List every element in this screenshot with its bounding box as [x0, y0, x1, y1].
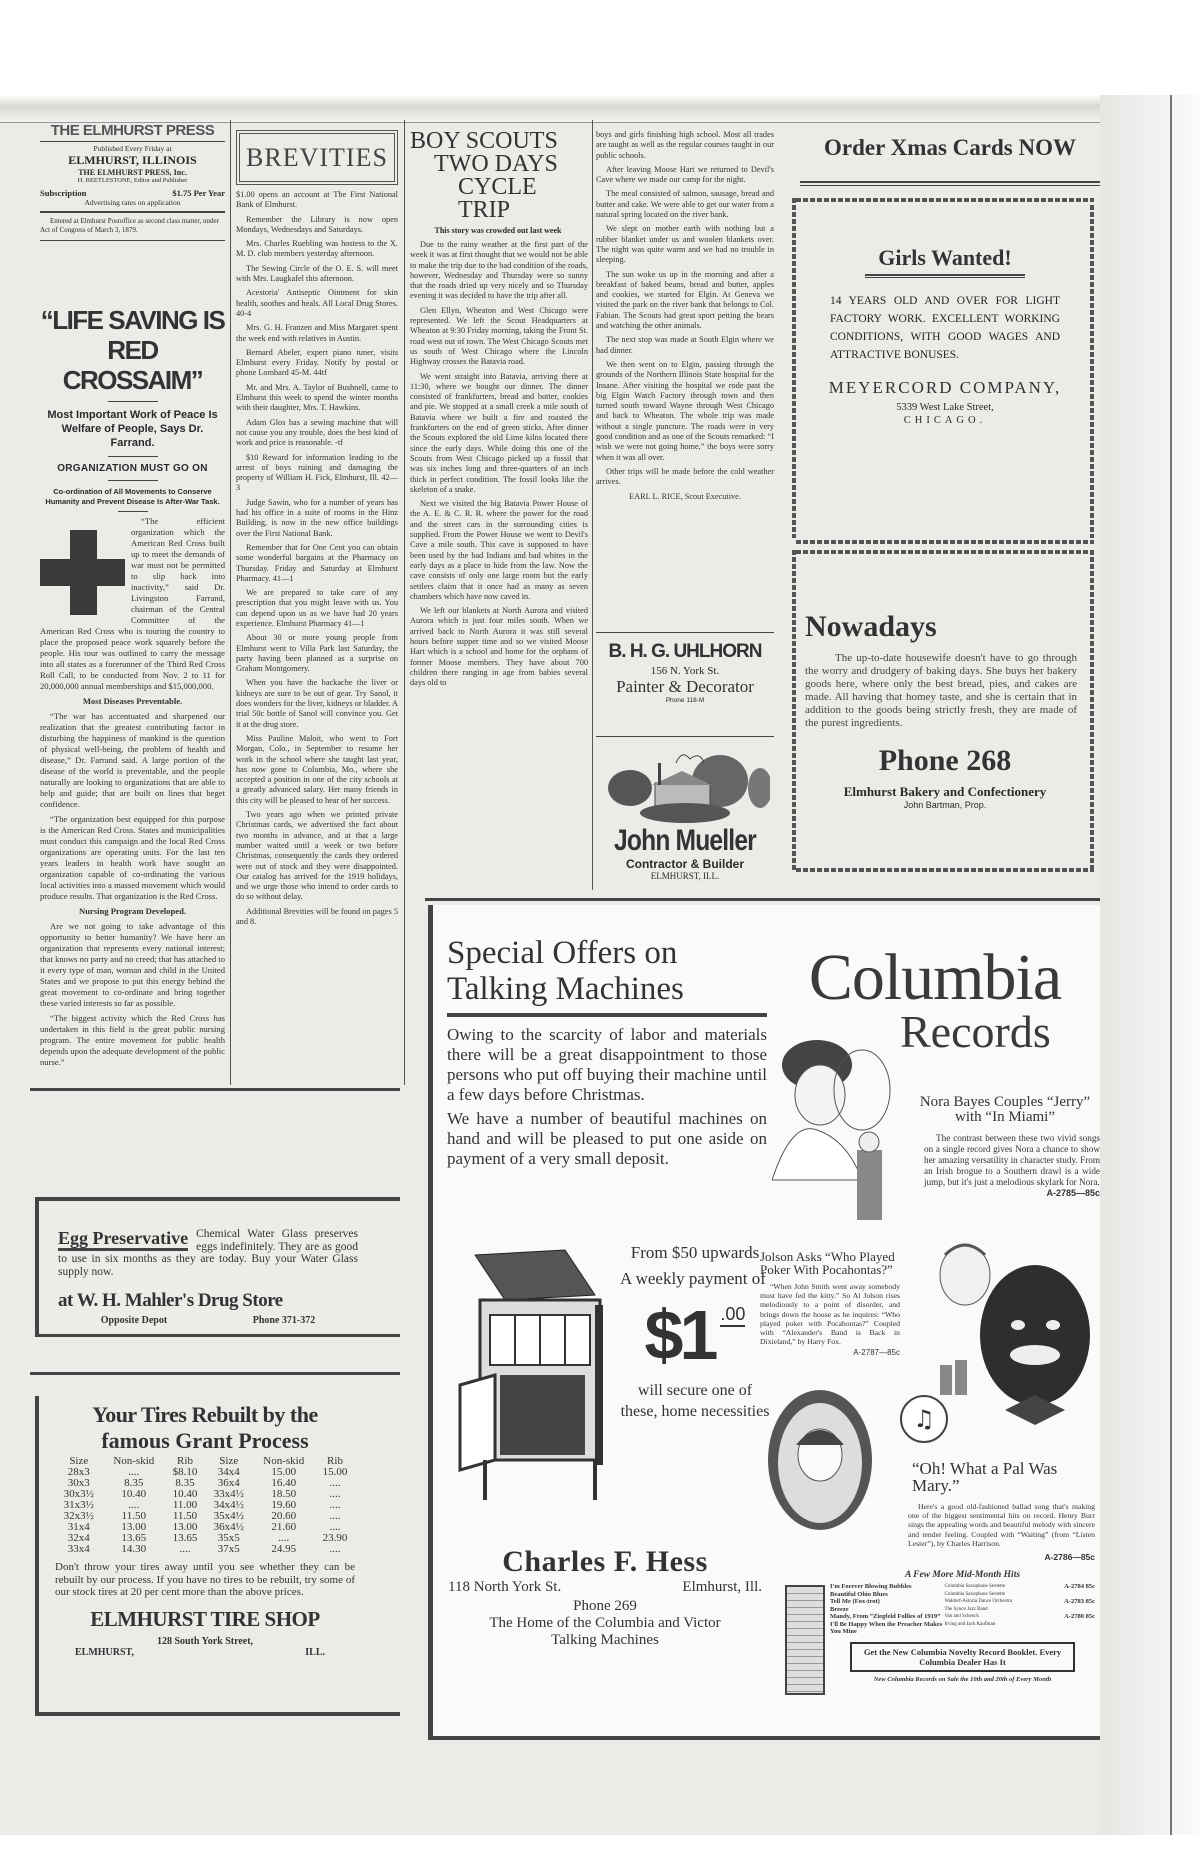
hess-phone: Phone 269: [573, 1598, 637, 1614]
feature-3-body: Here's a good old-fashioned ballad song that's making one of the biggest sentimental hits on record. Henry Burr sings the appealing words and beautiful melody with sincere and tender feeling. Coupled with “Waiting” (from “Listen Lester”), by Charles Harrison.: [908, 1502, 1095, 1548]
hess-price-cents: .00: [720, 1304, 745, 1327]
table-row: 30x3½ 10.40 10.40 33x4½ 18.50 ....: [63, 1488, 341, 1500]
phonograph-illustration: [455, 1245, 615, 1505]
brevity-item: Mr. and Mrs. A. Taylor of Bushnell, came to Elmhurst this week to spend the winter months with their daughter, Mrs. T. Hawkins.: [236, 382, 398, 413]
music-note-icon: ♫: [913, 1405, 935, 1433]
grafonola-logo: [900, 1395, 948, 1443]
feature-2-title: Jolson Asks “Who Played Poker With Pocahontas?”: [760, 1249, 895, 1277]
gramophone-small-illustration: [785, 1585, 825, 1695]
columbia-feature-2: [760, 1250, 910, 1357]
hess-city: Elmhurst, Ill.: [682, 1579, 762, 1595]
table-row: 28x3 .... $8.10 34x4 15.00 15.00: [67, 1466, 348, 1478]
table-row: 31x4 13.00 13.00 36x4½ 21.60 ....: [67, 1521, 341, 1533]
xmas-cards-banner: Order Xmas Cards NOW: [824, 135, 1076, 160]
chain-border: [796, 540, 1094, 544]
masthead: [40, 122, 225, 247]
chain-border: [792, 198, 796, 538]
brevity-item: We are prepared to take care of any prescription that you might leave with us. You can depend upon us as we have had 20 years experience. Elmhurst Pharmacy 41—1: [236, 588, 398, 628]
tire-title-1: Your Tires Rebuilt by the: [92, 1402, 318, 1427]
feature-1-code: A-2785—85c: [1046, 1188, 1100, 1198]
brevity-item: Bernard Abeler, expert piano tuner, visits Elmhurst every Friday. Notify by postal or phone Lombard 45-M. 44tf: [236, 347, 398, 378]
egg-ad-content: [58, 1228, 358, 1326]
red-cross-subheading: Most Diseases Preventable.: [82, 696, 183, 706]
oval-portrait-icon: [763, 1385, 878, 1535]
bakery-proprietor: John Bartman, Prop.: [903, 800, 987, 810]
chain-border: [796, 198, 1094, 202]
bakery-ad: [805, 610, 1085, 810]
mid-month-hits: [830, 1570, 1095, 1683]
masthead-editor: H. BEETLESTONE, Editor and Publisher: [77, 177, 188, 184]
chain-border: [1090, 550, 1094, 870]
hess-body-2: We have a number of beautiful machines on hand and will be pleased to put one aside on payment of a very small deposit.: [447, 1109, 767, 1168]
boy-scouts-note: This story was crowded out last week: [434, 226, 562, 235]
columbia-feature-1: [910, 1095, 1100, 1198]
masthead-published: Published Every Friday at: [93, 144, 172, 153]
mueller-city: ELMHURST, ILL.: [650, 871, 720, 881]
table-row: 33x4 14.30 .... 37x5 24.95 ....: [67, 1543, 341, 1555]
uhlhorn-name: B. H. G. UHLHORN: [608, 641, 762, 662]
hess-title-2: Talking Machines: [447, 971, 684, 1007]
table-row: 30x3 8.35 8.35 36x4 16.40 ....: [67, 1477, 341, 1489]
page-right-margin: [1100, 95, 1200, 1835]
brevity-item: About 30 or more young people from Elmhurst went to Villa Park last Saturday, the party having been planned as a surprise on Graham Montgomery.: [236, 633, 398, 674]
chain-border: [796, 868, 1094, 872]
brevity-item: $1.00 opens an account at The First National Bank of Elmhurst.: [236, 190, 398, 210]
egg-location: Opposite Depot: [100, 1315, 168, 1326]
bakery-name: Elmhurst Bakery and Confectionery: [843, 784, 1047, 799]
boy-scouts-column-1: Due to the rainy weather at the first part of the week it was at first thought that we would not be able to make the trip due to the bad condition of the roads, however, Wednesday and Thursday were so sunny that the roads dried up very nicely and so Thursday evening it was decided to have the trip after all. Glen Ellyn, Wheaton and West Chicago were represented. We left the Scout Headquarters at Wheaton at 9:30 Friday morning, taking the Front St. road west out of town. The West Chicago Scouts met us south of West Chicago where the Lincoln Highway crosses the Batavia road. We went straight into Batavia, arriving there at 11:30, where we bought our dinner. The dinner consisted of frankfurters, bread and butter, cookies and pie. We stopped at a small creek a mile south of Batavia where we built a fire and roasted the frankfurters on the end of green sticks. After dinner the Scouts explored the old Lime kilns located there since the early days. While doing this one of the Scouts from West Chicago picked up a fossil that was six inches long and three-quarters of an inch thick in perfect condition. The fossil looks like the skeleton of a snake. Next we visited the big Batavia Power House of the A. E. & C. R. R. where the power for the road and the street cars in the surrounding cities is supplied. From the Power House we went to Devil's Cave a mile south. This cave is supposed to have been used by the bad Indians and bad whites in the early days as a place to hide from the law. Now the cave consists of only one large room but the early settlers claim that it once had as many as seven chambers which have now caved in. We left our blankets at North Aurora and visited Aurora which is just four miles south. When we arrived back to North Aurora it was still several hours before supper time and so we visited Moose Hart which is a school and home for the orphans of former Moose members. They have about 700 children there ranging in age from babies several days old to: [410, 240, 588, 688]
red-cross-paragraph: “The war has accentuated and sharpened our realization that the greatest contributing factor in disturbing the happiness of mankind is the question of physical well-being, the problem of health and disease,” Dr. Farrand said. A large portion of the disease of the world is preventable, and the people naturally are looking to organizations that are able to help and guide; that are built on lines that beget confidence.: [40, 711, 225, 809]
tire-shop-state: ILL.: [305, 1646, 325, 1658]
bakery-phone: Phone 268: [878, 744, 1012, 777]
brevity-item: Miss Pauline Maloit, who went to Fort Morgan, Colo., in September to resume her work in the school where she taught last year, has now gone to Columbia, Mo., where she accepted a position in one of the city schools at a greatly advanced salary. Her many friends in this city will be pleased to hear of her success.: [236, 733, 398, 805]
egg-title: Egg Preservative: [58, 1228, 188, 1251]
table-row: 31x3½ .... 11.00 34x4½ 19.60 ....: [63, 1499, 341, 1511]
chain-border: [792, 550, 796, 870]
feature-1-title: Nora Bayes Couples “Jerry” with “In Miami”: [919, 1094, 1091, 1125]
scout-signature: EARL L. RICE, Scout Executive.: [629, 491, 741, 501]
boy-scouts-headline: BOY SCOUTS TWO DAYS CYCLE TRIP: [410, 128, 558, 223]
table-row: 32x4 13.65 13.65 35x5 .... 23.90: [67, 1532, 348, 1544]
feature-3-title: “Oh! What a Pal Was Mary.”: [912, 1459, 1058, 1495]
brevity-item: Remember the Library is now open Mondays, Wednesdays and Saturdays.: [236, 214, 398, 234]
hess-tagline: The Home of the Columbia and Victor Talking Machines: [489, 1615, 721, 1648]
mueller-trade: Contractor & Builder: [625, 857, 744, 871]
meyercord-address: 5339 West Lake Street,: [896, 402, 994, 413]
egg-phone: Phone 371-372: [252, 1315, 316, 1326]
egg-body: Chemical Water Glass preserves eggs indefinitely. They are as good to use in six months as they are today. Buy your Water Glass supply now.: [58, 1228, 358, 1278]
brevity-item: $10 Reward for information leading to the arrest of boys ruining and damaging the property of William H. Fick, Elmhurst, Ill. 42—3: [236, 452, 398, 493]
uhlhorn-phone: Phone 118-M: [665, 697, 705, 704]
red-cross-headline: “LIFE SAVING IS RED CROSSAIM”: [40, 305, 225, 395]
uhlhorn-ad: [596, 632, 774, 704]
brevity-item: Additional Brevities will be found on pages 5 and 8.: [236, 906, 398, 926]
hess-weekly: A weekly payment of: [620, 1269, 766, 1288]
feature-1-body: The contrast between these two vivid songs on a single record gives Nora a chance to show her amazing versatility in character study. From an Irish brogue to a Southern drawl is a wide jump, but it's just a melodious skylark for Nora.: [924, 1133, 1100, 1187]
egg-store: at W. H. Mahler's Drug Store: [58, 1290, 283, 1311]
chain-border: [796, 550, 1094, 554]
feature-2-body: “When John Smith went away somebody must have fed the kitty.” So Al Jolson rises melodiously to a point of disorder, and brings down the house as he inquires: “Who played poker with Pocahontas?” Coupled with “Alexander's Band is Back in Dixieland,” by Harry Fox.: [760, 1282, 900, 1347]
hess-secure: will secure one of these, home necessities: [620, 1382, 770, 1420]
brevity-item: When you have the backache the liver or kidneys are sure to be out of gear. Try Sanol, it does wonders for the liver, kidneys or bladder. A trial 50c bottle of Sanol will convince you. Get it at the drug store.: [236, 678, 398, 729]
hess-title-1: Special Offers on: [447, 935, 678, 971]
red-cross-subhead: Most Important Work of Peace Is Welfare of People, Says Dr. Farrand.: [47, 409, 218, 449]
brevities-title: BREVITIES: [246, 142, 388, 172]
tire-body: Don't throw your tires away until you see whether they can be rebuilt by our process. If you have no tires to be rebuilt, try some of our stock tires at 20 per cent more than the above prices.: [55, 1561, 355, 1598]
red-cross-subdeck: Co-ordination of All Movements to Conserve Humanity and Prevent Disease Is After-War Task.: [45, 487, 220, 506]
boy-scouts-column-2: boys and girls finishing high school. Most all trades are taught as well as the regular courses taught in our public schools. After leaving Moose Hart we returned to Devil's Cave where we made our camp for the night. The meal consisted of salmon, sausage, bread and butter and cake. We were able to get our water from a natural spring located on the river bank. We slept on mother earth with nothing but a rubber blanket under us and woolen blankets over. The night was quite warm and we had no trouble in sleeping. The sun woke us up in the morning and after a breakfast of baked beans, bread and butter, apples and cookies, we started for Elgin. At Geneva we visited the park on the river bank that belongs to Col. Fabian. The Scouts had great sport petting the bears and watching the other animals. The next stop was made at South Elgin where we had dinner. We then went on to Elgin, passing through the grounds of the Northern Illinois State hospital for the Insane. After visiting the hospital we rode past the big Elgin Watch Factory through town and then turned south toward Wayne through West Chicago and back to Wheaton. The whole trip was made without a single puncture. The roads were in very good condition and as one of the Scouts remarked: “I wish we were not going home,” the boys were sorry when it was all over. Other trips will be made before the cold weather arrives. EARL L. RICE, Scout Executive.: [596, 130, 774, 501]
tire-title-2: famous Grant Process: [101, 1428, 309, 1453]
masthead-city: ELMHURST, ILLINOIS: [68, 153, 197, 167]
nora-bayes-illustration: [772, 1030, 902, 1225]
hess-body-1: Owing to the scarcity of labor and materials there will be a great disappointment to those persons who put off buying their machine until a few days before Christmas.: [447, 1025, 767, 1104]
brevity-item: The Sewing Circle of the O. E. S. will meet with Mrs. Laugkafel this afternoon.: [236, 263, 398, 284]
red-cross-paragraph: “The organization best equipped for this purpose is the American Red Cross. States and municipalities must conduct this campaign and the local Red Cross organizations are operating units. For the last ten years leaders in health work have sought an organization capable of co-ordinating the various local activities into a massed movement which would produce results. That organization is the Red Cross.: [40, 814, 225, 901]
red-cross-paragraph: “The efficient organization which the American Red Cross built up to meet the demands of war must not be permitted to slip back into inactivity,” said Dr. Livingston Farrand, chairman of the Central Committee of the American Red Cross who is touring the country to place the proposed peace work squarely before the people. His tour was outlined to carry the message into all states as a forerunner of the Third Red Cross Roll Call, to be conducted from Nov. 2 to 11 for 20,000,000 annual memberships and $15,000,000.: [40, 516, 225, 691]
hess-price-main: $1: [644, 1296, 715, 1374]
columbia-footer: New Columbia Records on Sale the 10th and 20th of Every Month: [873, 1675, 1052, 1683]
booklet-box: Get the New Columbia Novelty Record Booklet. Every Columbia Dealer Has It: [850, 1642, 1075, 1672]
hit-row: Beautiful Ohio Blues Columbia Saxophone Sextette: [830, 1590, 1006, 1598]
red-cross-emblem: [40, 530, 125, 615]
red-cross-article: [40, 305, 225, 1072]
girls-wanted-body: 14 YEARS OLD AND OVER FOR LIGHT FACTORY WORK. EXCELLENT WORKING CONDITIONS, WITH GOOD WAGES AND ATTRACTIVE BONUSES.: [830, 295, 1060, 361]
mueller-name: John Mueller: [614, 824, 756, 857]
subscription-label: Subscription: [40, 188, 87, 198]
brevities-column: [236, 190, 398, 931]
uhlhorn-trade: Painter & Decorator: [616, 677, 754, 696]
red-cross-paragraph: “The biggest activity which the Red Cross has undertaken in this field is the great public nursing program. The entire movement for public health depends upon the adequate development of the public nurse.”: [40, 1013, 225, 1067]
tire-shop-city: ELMHURST,: [75, 1646, 134, 1658]
house-drawing-icon: [600, 743, 770, 825]
tire-ad-content: [55, 1402, 355, 1658]
brevity-item: Mrs. Charles Ruebling was hostess to the X. M. D. club members yesterday afternoon.: [236, 239, 398, 259]
hess-from-price: From $50 upwards: [630, 1243, 760, 1262]
hit-row: Tell Me (Fox-trot) Waldorf-Astoria Dance Orchestra A-2783 85c: [830, 1598, 1095, 1605]
chain-border: [1090, 205, 1094, 538]
meyercord-city: CHICAGO.: [903, 415, 987, 426]
feature-2-code: A-2787—85c: [853, 1348, 900, 1358]
tire-price-table: [55, 1456, 355, 1555]
house-illustration: [596, 743, 774, 825]
masthead-publisher: THE ELMHURST PRESS, Inc.: [78, 168, 187, 177]
brevity-item: Mrs. G. H. Franzen and Miss Margaret spent the week end with relatives in Austin.: [236, 323, 398, 343]
hess-footer: [440, 1545, 770, 1649]
table-row: 32x3½ 11.50 11.50 35x4½ 20.60 ....: [63, 1510, 341, 1522]
page-top-edge: [0, 95, 1200, 123]
uhlhorn-address: 156 N. York St.: [650, 665, 720, 677]
hit-row: Mandy, From “Ziegfeld Follies of 1919” Van and Schenck A-2780 85c: [830, 1613, 1095, 1620]
tire-shop-name: ELMHURST TIRE SHOP: [90, 1606, 320, 1631]
mary-illustration: [763, 1385, 878, 1535]
subscription-price: $1.75 Per Year: [172, 188, 225, 198]
feature-3-code: A-2786—85c: [1044, 1552, 1095, 1563]
brevity-item: Two years ago when we printed private Christmas cards, we advertised the fact about two months in advance, and at that a large number waited until a week or two before Christmas, consequently the cards they ordered were out of stock and they were disappointed. Our catalog has arrived for the 1919 holidays, and we urge those who intend to order cards to do so without delay.: [236, 810, 398, 902]
portrait-icon: [772, 1030, 902, 1225]
hit-row: I'm Forever Blowing Bubbles Columbia Saxophone Sextette A-2784 85c: [830, 1583, 1095, 1590]
bakery-body: The up-to-date housewife doesn't have to go through the worry and drudgery of baking days. She buys her bakery goods here, where only the best bread, pies, and cakes are made. All having that homey taste, and she is certain that in addition to the goods being strictly fresh, they are made of the purest ingredients.: [805, 652, 1077, 729]
red-cross-subheading: Nursing Program Developed.: [78, 906, 186, 916]
brevity-item: Remember that for One Cent you can obtain some wonderful bargains at the Pharmacy on Thursday. Friday and Saturday at Elmhurst Pharmacy. 41—1: [236, 542, 398, 583]
red-cross-paragraph: Are we not going to take advantage of this opportunity to better humanity? We have here an organization that represents every national interest; that knows no party and no creed; that has attached to it every type of man, woman and child in the United States and we propose to put this energy behind the great movement to co-ordinate and bring together these varied interests so far as possible.: [40, 921, 225, 1008]
girls-wanted-title: Girls Wanted!: [878, 245, 1012, 270]
bakery-title: Nowadays: [805, 610, 937, 643]
mueller-ad: [596, 736, 774, 881]
hit-row: I'll Be Happy When the Preacher Makes You Mine Irving and Jack Kaufman: [830, 1620, 996, 1635]
hess-address: 118 North York St.: [448, 1579, 562, 1595]
hess-ad-content: [447, 935, 767, 1169]
postal-entry: Entered at Elmhurst Postoffice as second class matter, under Act of Congress of March 3, 1879.: [40, 217, 219, 234]
brevity-item: Adam Glos has a sewing machine that will not cause you any trouble, does the best kind of work and price is reasonable. -tf: [236, 417, 398, 448]
brevity-item: Judge Sawin, who for a number of years has had his office in a suite of rooms in the Hinz Building, is now in the new office buildings over the First National Bank.: [236, 497, 398, 538]
brevity-item: Acestoria' Antiseptic Ointment for skin health, soothes and heals. All Local Drug Stores. 40-4: [236, 288, 398, 318]
meyercord-company: MEYERCORD COMPANY,: [828, 378, 1062, 397]
red-cross-deck: ORGANIZATION MUST GO ON: [57, 463, 208, 474]
hess-name: Charles F. Hess: [502, 1545, 708, 1578]
table-header: Size Non-skid Rib Size Non-skid Rib: [69, 1455, 343, 1467]
columbia-brand: Columbia: [808, 941, 1062, 1014]
columbia-records: Records: [900, 1006, 1051, 1057]
hits-title: A Few More Mid-Month Hits: [904, 1570, 1021, 1580]
hit-row: Breeze The Synco Jazz Band: [830, 1605, 988, 1613]
tire-shop-address: 128 South York Street,: [156, 1635, 254, 1647]
advertising-rates: Advertising rates on application: [84, 198, 181, 207]
phonograph-icon: [455, 1245, 615, 1505]
masthead-title: THE ELMHURST PRESS: [50, 122, 215, 139]
brevities-banner: [236, 130, 398, 185]
girls-wanted-ad: [800, 245, 1090, 426]
hess-offer: [620, 1240, 770, 1422]
columbia-feature-3: [900, 1460, 1095, 1562]
